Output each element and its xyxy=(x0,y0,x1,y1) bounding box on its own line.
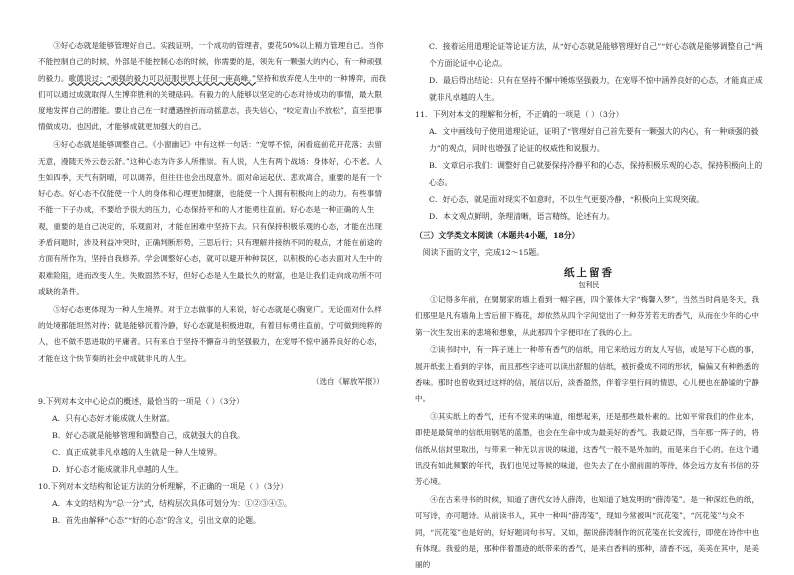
article-paragraph-3: ③好心态就是能够管理好自己。实践证明，一个成功的管理者，要花50%以上精力管理自己。当你不能控制自己的时候，外部是不能控制心态的时候，你需要的是，领先有一颗强大的内心，有一种顽强的毅力。歌德说过：“顽强的毅力可以征服世界上任何一座高峰。”坚持和放弃使人生中的一种博弈，而我们可以通过成就取得人生博弈胜利的关键砝码。有毅力的人能够以坚定的心态对待成功的事情，最大限度地发挥自己的潜能。要让自己在一时遭遇挫折而动摇意志，丧失信心，“咬定青山不放松”，直至把事情做成功。也因此，才能够成就更加强大的自己。 xyxy=(38,41,387,132)
story-paragraph-3: ③其实纸上的香气，还有不觉来的味道，细想起来，还是那些最朴素的。比如平常我们的作业本，即使是最简单的信纸用钢笔的蓝墨，也会在生命中成为最美好的香气。我最记得，当年那一阵子的，将信纸从信封里取出，与带来一种无以言说的味道，这香气一般不是外加的，而是来自于心的。在这个通讯没有如此频繁的年代，我们也见过等候的味道，也失去了在小窗前面的等待，体会远方友有书信的芬芳心境。 xyxy=(415,412,759,487)
question-11-option-b: B．文章启示我们：调整好自己就要保持冷静平和的心态，保持积极乐观的心态，保持积极向上的心态。 xyxy=(429,161,763,187)
question-11-option-c: C．好心态，就是面对现实不如意时，不以生气更要冷静，“积极向上实现突破。 xyxy=(429,195,705,204)
question-11: 11．下列对本文的理解和分析，不正确的一项是（ ）（3分） xyxy=(415,110,624,119)
question-9: 9.下列对本文中心论点的概述，最恰当的一项是（ ）（3分） xyxy=(38,396,244,406)
article-source: （选自《解放军报》） xyxy=(311,376,384,386)
right-column xyxy=(415,38,763,575)
underlined-quote: 歌德说过：“顽强的毅力可以征服世界上任何一座高峰。” xyxy=(68,73,257,83)
question-11-option-a: A．文中画线句子使用道理论证，证明了“管理好自己首先要有一颗强大的内心，有一种顽强的毅力”的观点，同时也增强了论证的权威性和说服力。 xyxy=(429,127,759,153)
article-paragraph-5: ⑤好心态更体现为一种人生境界。对于立志做事的人来说，好心态就是心胸宽广。无论面对什么样的处境都能坦然对待；就是能够沉着冷静，好心态就是积极进取，有着目标勇往直前，宁可做到纯粹的人，也不做不思进取的平庸者。只有来自于坚持不懈奋斗的坚强毅力，在宠辱不惊中涵养良好的心态，才能在这个快节奏的社会中成就非凡的人生。 xyxy=(38,304,382,363)
question-9-option-a: A．只有心态好才能成就人生财富。 xyxy=(52,413,175,423)
question-9-option-b: B．好心态就是能够管理和调整自己，成就强大的自我。 xyxy=(52,430,245,440)
question-10-option-b: B．首先由解释“心态”“好的心态”的含义，引出文章的论题。 xyxy=(52,515,261,525)
question-10: 10.下列对本文结构和论证方法的分析理解，不正确的一项是（ ）（3分） xyxy=(38,481,288,491)
story-author: 包利民 xyxy=(578,281,600,289)
question-9-option-d: D．好心态才能成就非凡卓越的人生。 xyxy=(52,464,183,474)
reading-instruction: 阅读下面的文字，完成12～15题。 xyxy=(422,248,544,257)
section-heading: （三）文学类文本阅读（本题共4小题，18分） xyxy=(415,231,580,240)
question-10-option-d: D．最后得出结论：只有在坚持不懈中锤炼坚强毅力，在宠辱不惊中涵养良好的心态，才能真正成就非凡卓越的人生。 xyxy=(429,76,763,102)
left-column xyxy=(38,38,388,529)
article-paragraph-4: ④好心态就是能够调整自己。《小窗幽记》中有这样一句话：“宠辱不惊，闲看庭前花开花落；去留无意，漫随天外云卷云舒。”这种心态为许多人所推崇。有人说，人生有两个战场：身体好，心不老。人生如四季，天气有阴晴，可以调养，但往往也会出现意外。面对命运起伏、悲欢离合，重要的是有一个好心态。好心态不仅能使一个人的身体和心理更加健康，也能使一个人拥有积极向上的动力。有些事情不能一下子办成，不要给予很大的压力，心态保持平和的人才能勇往直前。好心态是一种正确的人生观，重要的是自己决定的，乐观面对，才能在困难中坚持下去。只有保持积极乐观的心态，才能在出现矛盾问题时，涉及利益冲突时，正确判断形势，三思后行；只有理解并接纳不同的观点，才能在前途的方面有所作为，坚持自我修养。学会调整好心态，就可以避开种种误区，以积极的心态去面对人生中的艰难险阻，进而改变人生。失败固然不好，但好心态是人生最长久的财富，也是让我们走向成功所不可或缺的条件。 xyxy=(38,140,383,296)
question-10-option-a: A．本文的结构为“总一分”式，结构层次具体可划分为：①②③④⑤。 xyxy=(52,498,292,508)
story-paragraph-2: ②读书时中，有一阵子迷上一种带有香气的信纸，用它来给远方的友人写信，或是写下心底的事，展开纸张上看到的字体，而且那些字迹可以读出舒服的信纸，被折叠成不同的形状，偏偏又有种熟悉的香味。那时也曾收到过这样的信，展信以后，淡香盈然，伴着字里行间的情思，心儿便也在静谧的宁静中。 xyxy=(415,345,759,404)
story-paragraph-1: ①记得多年前，在舅舅家的墙上看到一幅字画，四个篆体大字“梅馨入梦”，当然当时尚是冬天，我们那里是凡有墙角上雪后留下梅花，却依然从四个字间觉出了一种芬芳若无的香气，从而在少年的心中第一次生发出来的悲境和想象，从此那四个字便印在了我的心上。 xyxy=(415,295,760,337)
story-title: 纸上留香 xyxy=(564,267,614,279)
question-11-option-d: D．本文观点鲜明，条理清晰，语言精练，论述有力。 xyxy=(429,212,615,221)
question-10-option-c: C．接着运用道理论证等论证方法，从“好心态就是能够管理好自己”“好心态就是能够调整自己”两个方面论证中心论点。 xyxy=(429,42,763,68)
question-9-option-c: C．真正成就非凡卓越的人生就是一种人生境界。 xyxy=(52,447,222,457)
story-paragraph-4: ④在古来寻书的时候，知道了唐代女诗人薛涛，也知道了她发明的“薛涛笺”。是一种深红色的纸，可写诗，亦可题诗。从前读书人，其中一种叫“薛涛笺”，现如今常被叫“沉花笺”，“沉花笺”与众不同，“沉花笺”也是好的，好好题词句书写。又如，据说薛涛制作的沉花笺在长安流行，即使在诗作中也有体现。我爱的是，那种伴着墨迹的纸带来的香气，是来自香料的那种，清香不远，美美在其中，是美丽的 xyxy=(415,495,760,570)
